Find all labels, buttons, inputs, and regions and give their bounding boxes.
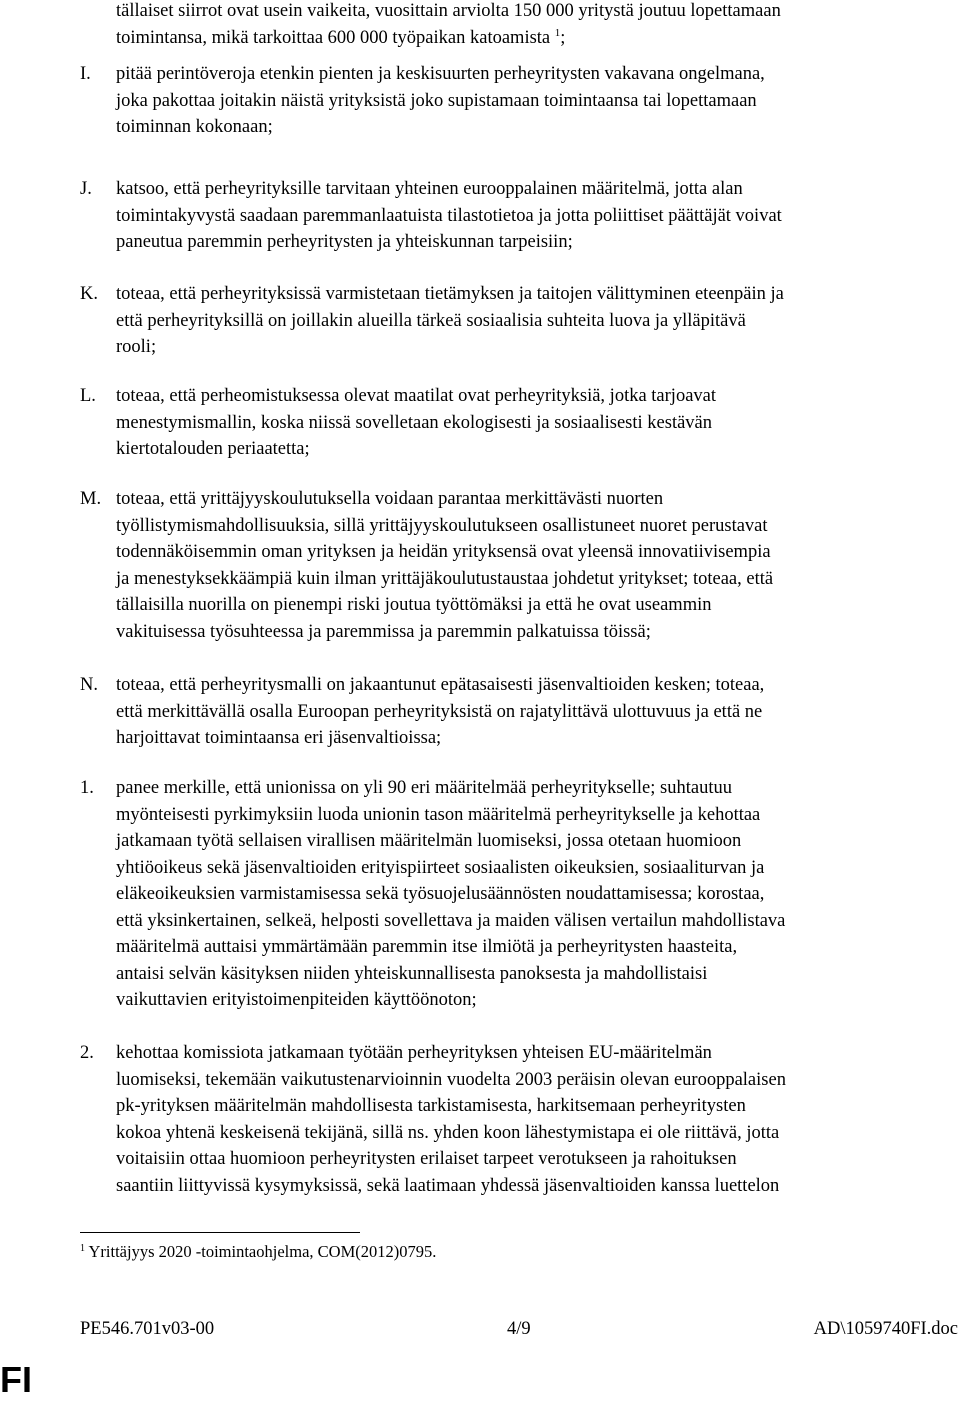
text-line: että merkittävällä osalla Euroopan perheyrityksistä on rajatylittävä ulottuvuus ja että ne: [116, 701, 763, 722]
paragraph-text: [116, 61, 958, 141]
paragraph-marker: I.: [80, 64, 91, 84]
text-line: että yksinkertainen, selkeä, helposti sovellettava ja maiden välisen vertailun mahdollistava: [116, 910, 786, 931]
footer-document-reference: PE546.701v03-00: [80, 1319, 215, 1339]
paragraph-marker: J.: [80, 179, 92, 199]
text-line: todennäköisemmin oman yrityksen ja heidän yrityksensä ovat yleensä innovatiivisempia: [116, 542, 771, 562]
text-line: voitaisiin ottaa huomioon perheyritysten erilaiset tarpeet verotukseen ja rahoituksen: [116, 1149, 737, 1169]
paragraph-marker: N.: [80, 675, 98, 695]
text-line: toteaa, että perheomistuksessa olevat maatilat ovat perheyrityksiä, jotka tarjoavat: [116, 386, 717, 406]
text-line: rooli;: [116, 337, 157, 357]
text-line: myönteisesti pyrkimyksiin luoda unionin tason määritelmä perheyritykselle ja kehottaa: [116, 804, 761, 825]
text-line: yhtiöoikeus sekä jäsenvaltioiden erityispiirteet sosiaalisten oikeuksien, sosiaaliturvan ja: [116, 857, 765, 878]
text-line: kiertotalouden periaatetta;: [116, 439, 310, 459]
paragraph-marker: 1.: [80, 778, 94, 798]
text-line: katsoo, että perheyrityksille tarvitaan yhteinen eurooppalainen määritelmä, jotta alan: [116, 179, 743, 199]
footnote-number: 1: [80, 1243, 85, 1254]
text-line: eläkeoikeuksien varmistamisessa sekä työsuojelusäännösten noudattamisessa; korostaa,: [116, 884, 765, 904]
footnote-separator: [80, 1232, 360, 1233]
text-line: tällaiset siirrot ovat usein vaikeita, vuosittain arviolta 150 000 yritystä joutuu lopettamaan: [116, 1, 781, 21]
text-line-with-footnote: [116, 25, 958, 52]
paragraph-marker: M.: [80, 489, 102, 509]
text-line: määritelmä auttaisi ymmärtämään paremmin itse ilmiötä ja perheyritysten haasteita,: [116, 937, 738, 957]
paragraph-text: [116, 281, 958, 361]
language-code: FI: [0, 1359, 32, 1400]
text-line: menestymismallin, koska niissä sovelletaan ekologisesti ja sosiaalisesti kestävän: [116, 412, 713, 433]
text-line: pitää perintöveroja etenkin pienten ja keskisuurten perheyritysten vakavana ongelmana,: [116, 64, 765, 84]
paragraph-text: [116, 0, 958, 51]
text-line: toimintakyvystä saadaan paremmanlaatuista tilastotietoa ja jotta poliittiset päättäjät voivat: [116, 205, 782, 226]
text-line: vakituisessa työsuhteessa ja paremmissa ja paremmin palkatuissa töissä;: [116, 621, 651, 642]
footnote-reference[interactable]: 1: [554, 26, 561, 39]
text-line: harjoittavat toimintaansa eri jäsenvaltioissa;: [116, 728, 442, 748]
footnote-text: Yrittäjyys 2020 -toimintaohjelma, COM(2012)0795.: [88, 1242, 437, 1261]
paragraph-text: [116, 176, 958, 256]
footer-file-name: AD\1059740FI.doc: [813, 1319, 958, 1339]
paragraph-text: [116, 486, 958, 645]
text-line: ja menestyksekkäämpiä kuin ilman yrittäjäkoulutustaustaa johdetut yritykset; toteaa, että: [116, 568, 774, 589]
line-end-punctuation: ;: [560, 27, 566, 48]
text-line: työllistymismahdollisuuksia, sillä yrittäjyyskoulutukseen osallistuneet nuoret perustavat: [116, 515, 768, 536]
paragraph-marker: L.: [80, 386, 96, 406]
text-line: jatkamaan työtä sellaisen virallisen määritelmän luomiseksi, jossa otetaan huomioon: [116, 831, 742, 851]
text-line: pk-yrityksen määritelmän mahdollisesta tarkistamisesta, harkitsemaan perheyritysten: [116, 1096, 746, 1116]
text-line: toimintansa, mikä tarkoittaa 600 000 työpaikan katoamista: [116, 27, 551, 48]
text-line: luomiseksi, tekemään vaikutustenarvioinnin vuodelta 2003 peräisin olevan eurooppalaisen: [116, 1069, 786, 1090]
text-line: saantiin liittyvissä kysymyksissä, sekä laatimaan yhdessä jäsenvaltioiden kanssa luettelon: [116, 1175, 780, 1196]
text-line: antaisi selvän käsityksen niiden yhteiskunnallisesta panoksesta ja mahdollistaisi: [116, 963, 708, 984]
text-line: joka pakottaa joitakin näistä yrityksistä joko supistamaan toimintaansa tai lopettamaan: [116, 90, 757, 111]
footer-page-number: 4/9: [507, 1319, 531, 1339]
text-line: tällaisilla nuorilla on pienempi riski joutua työttömäksi ja että he ovat useammin: [116, 595, 712, 615]
text-line: kokoa yhtenä keskeisenä tekijänä, sillä ns. yhden koon lähestymistapa ei ole riittävä, jotta: [116, 1122, 780, 1143]
text-line: toteaa, että perheyritysmalli on jakaantunut epätasaisesti jäsenvaltioiden kesken; toteaa,: [116, 675, 765, 695]
text-line: kehottaa komissiota jatkamaan työtään perheyrityksen yhteisen EU-määritelmän: [116, 1043, 712, 1063]
footnote: [80, 1240, 436, 1264]
text-line: että perheyrityksillä on joillakin alueilla tärkeä sosiaalisia suhteita luova ja ylläpitävä: [116, 310, 746, 331]
text-line: paneutua paremmin perheyritysten ja yhteiskunnan tarpeisiin;: [116, 232, 573, 252]
paragraph-marker: K.: [80, 284, 98, 304]
paragraph-text: [116, 672, 958, 752]
text-line: panee merkille, että unionissa on yli 90 eri määritelmää perheyritykselle; suhtautuu: [116, 778, 732, 798]
paragraph-text: [116, 775, 958, 1014]
text-line: toiminnan kokonaan;: [116, 117, 273, 137]
text-line: vaikuttavien erityistoimenpiteiden käyttöönoton;: [116, 990, 477, 1010]
paragraph-marker: 2.: [80, 1043, 94, 1063]
paragraph-text: [116, 383, 958, 463]
text-line: toteaa, että perheyrityksissä varmistetaan tietämyksen ja taitojen välittyminen eteenpäin ja: [116, 284, 784, 304]
text-line: toteaa, että yrittäjyyskoulutuksella voidaan parantaa merkittävästi nuorten: [116, 489, 664, 509]
paragraph-text: [116, 1040, 958, 1199]
